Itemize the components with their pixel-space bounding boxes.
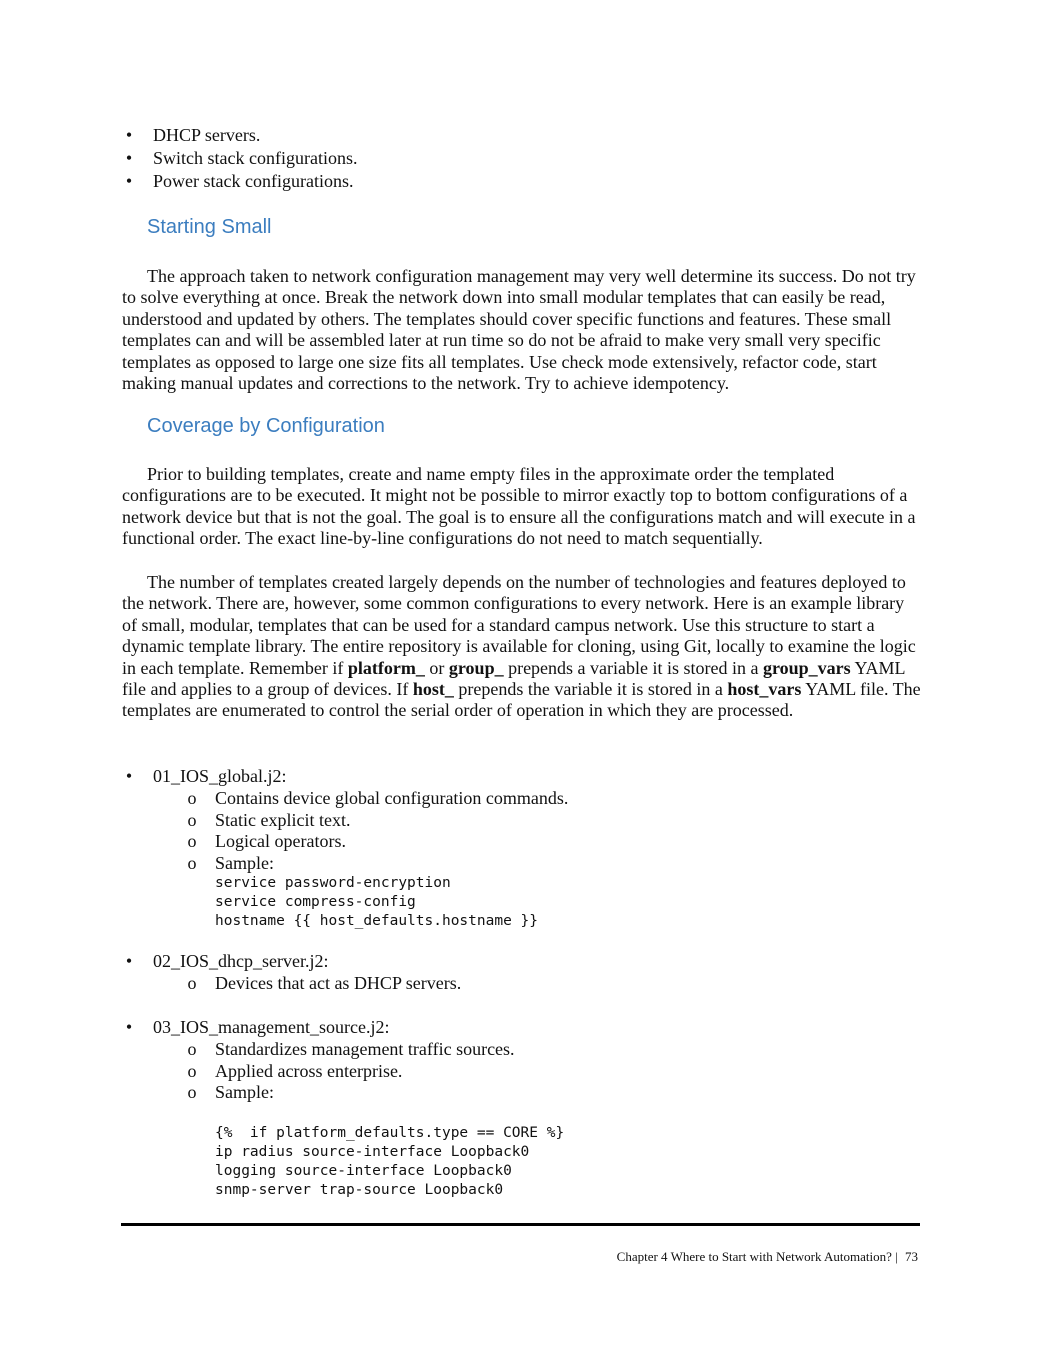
- sub-list-item-text: Sample:: [215, 1082, 274, 1102]
- list-item-text: DHCP servers.: [153, 125, 261, 145]
- bullet-icon: •: [125, 766, 133, 786]
- code-sample: [123, 874, 923, 931]
- sub-list-item-text: Devices that act as DHCP servers.: [215, 973, 462, 993]
- code-line: service password-encryption: [215, 875, 451, 891]
- list-item-text: Switch stack configurations.: [153, 148, 358, 168]
- template-name-row: [123, 765, 923, 788]
- page-footer: [617, 1249, 918, 1265]
- text-run: The number of templates created largely depends on the number of technologies and features deployed to the network. There are, however, some common configurations to every network. Here is an example library of small, modular, templates that can be used for a standard campus network. Use this structure to start a dynamic template library. The entire repository is available for cloning, using Git, locally to examine the logic in each template. Remember if: [122, 572, 916, 678]
- text-run: YAML file and applies to a group of devices. If: [122, 657, 905, 700]
- bullet-icon: •: [125, 148, 133, 168]
- bullet-icon: •: [125, 951, 133, 971]
- sub-list-item-text: Static explicit text.: [215, 809, 351, 830]
- sub-list-item: [123, 788, 923, 810]
- paragraph-coverage-1: Prior to building templates, create and name empty files in the approximate order the templated configurations are to be executed. It might not be possible to mirror exactly top to bottom configurations of a network device but that is not the goal. The goal is to ensure all the configurations match and will execute in a functional order. The exact line-by-line configurations do not need to match sequentially.: [122, 464, 916, 549]
- sub-list-item: [123, 973, 923, 995]
- sub-list-item-text: Logical operators.: [215, 831, 346, 851]
- page-number: 73: [905, 1249, 918, 1264]
- paragraph-coverage-2: [122, 572, 922, 722]
- template-block-03: [123, 1016, 923, 1200]
- template-name-row: [123, 950, 923, 973]
- text-run: prepends the variable it is stored in a: [453, 679, 728, 700]
- paragraph-starting-small: The approach taken to network configuration management may very well determine its success. Do not try to solve everything at once. Break the network down into small modular templates that can easily be read, understood and updated by others. The templates should cover specific functions and features. These small templates can and will be assembled later at run time so do not be afraid to make very small very specific templates as opposed to large one size fits all templates. Use check mode extensively, refactor code, start making manual updates and corrections to the network. Try to achieve idempotency.: [122, 266, 916, 394]
- section-heading-coverage: Coverage by Configuration: [147, 415, 385, 437]
- circle-bullet-icon: o: [187, 852, 197, 873]
- text-run: YAML file. The templates are enumerated to control the serial order of operation in which they are processed.: [122, 679, 921, 721]
- template-block-02: [123, 950, 923, 995]
- sub-list-item: [123, 810, 923, 832]
- bold-term: host_vars: [727, 679, 802, 700]
- template-name-row: [123, 1016, 923, 1039]
- sub-list-item-text: Sample:: [215, 852, 274, 873]
- circle-bullet-icon: o: [187, 1082, 197, 1102]
- text-run: prepends a variable it is stored in a: [503, 657, 763, 678]
- circle-bullet-icon: o: [187, 973, 197, 993]
- bold-term: group_: [448, 657, 504, 678]
- template-name: 01_IOS_global.j2:: [153, 766, 287, 786]
- sub-list-item-text: Contains device global configuration commands.: [215, 788, 569, 808]
- code-sample: [123, 1124, 923, 1200]
- sub-list-item: [123, 1082, 923, 1104]
- bold-term: platform_: [347, 657, 425, 678]
- circle-bullet-icon: o: [187, 788, 197, 808]
- template-name: 03_IOS_management_source.j2:: [153, 1017, 390, 1037]
- list-item: [123, 147, 903, 170]
- template-name: 02_IOS_dhcp_server.j2:: [153, 951, 329, 971]
- list-item: [123, 124, 903, 147]
- sub-list-item-text: Applied across enterprise.: [215, 1060, 403, 1081]
- code-line: ip radius source-interface Loopback0: [215, 1143, 530, 1160]
- sub-list-item-text: Standardizes management traffic sources.: [215, 1039, 515, 1059]
- circle-bullet-icon: o: [187, 809, 197, 830]
- sub-list-item: [123, 853, 923, 875]
- code-line: snmp-server trap-source Loopback0: [215, 1181, 504, 1198]
- bullet-icon: •: [125, 1017, 133, 1037]
- sub-list-item: [123, 1061, 923, 1083]
- code-line: logging source-interface Loopback0: [215, 1162, 512, 1179]
- circle-bullet-icon: o: [187, 831, 197, 851]
- template-block-01: [123, 765, 923, 931]
- sub-list-item: [123, 1039, 923, 1061]
- bold-term: group_vars: [763, 657, 851, 678]
- code-line: service compress-config: [215, 894, 416, 910]
- bullet-icon: •: [125, 171, 133, 191]
- code-line: hostname {{ host_defaults.hostname }}: [215, 913, 539, 929]
- sub-list-item: [123, 831, 923, 853]
- list-item: [123, 170, 903, 193]
- list-item-text: Power stack configurations.: [153, 171, 354, 191]
- bullet-icon: •: [125, 125, 133, 145]
- footer-divider: [121, 1223, 920, 1226]
- circle-bullet-icon: o: [187, 1039, 197, 1059]
- code-line: {% if platform_defaults.type == CORE %}: [215, 1124, 565, 1141]
- footer-chapter-title: Chapter 4 Where to Start with Network Automation?: [616, 1249, 892, 1264]
- text-run: or: [424, 657, 449, 678]
- bold-term: host_: [412, 679, 454, 700]
- footer-separator: |: [895, 1249, 898, 1264]
- section-heading-starting-small: Starting Small: [147, 216, 272, 238]
- top-bullet-list: [123, 124, 903, 193]
- circle-bullet-icon: o: [187, 1060, 197, 1081]
